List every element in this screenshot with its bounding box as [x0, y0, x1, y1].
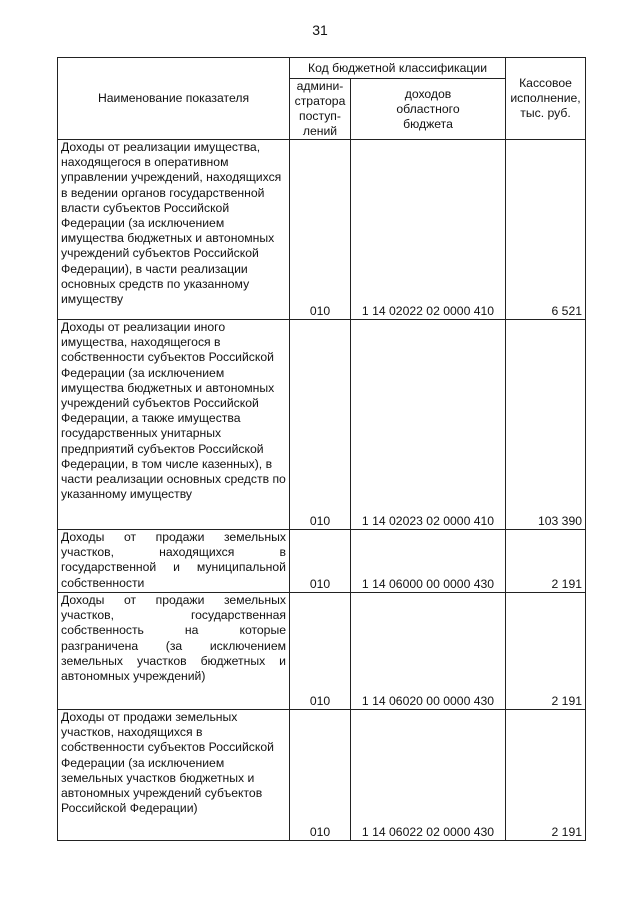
- table-header-row: [58, 58, 586, 79]
- page-number: 31: [312, 22, 328, 38]
- indicator-name-cell: Доходы от реализации имущества, находящегося в оперативном управлении учреждений, находящихся в ведении органов государственной власти субъектов Российской Федерации (за исключением имущества бюджетных и автономных учреждений субъектов Российской Федерации), в части реализации основных средств по указанному имуществу: [58, 140, 290, 320]
- header-revenue-administrator: админи- стратора поступ- лений: [290, 79, 351, 140]
- administrator-code-cell: 010: [290, 593, 351, 710]
- table-row: [58, 530, 586, 593]
- header-budget-classification-code: Код бюджетной классификации: [290, 58, 506, 79]
- amount-cell: 103 390: [506, 320, 586, 530]
- amount-cell: 2 191: [506, 593, 586, 710]
- budget-code-cell: 1 14 02023 02 0000 410: [351, 320, 506, 530]
- table-row: [58, 320, 586, 530]
- administrator-code-cell: 010: [290, 320, 351, 530]
- indicator-name-cell: Доходы от продажи земельных участков, находящихся в собственности субъектов Российской Федерации (за исключением земельных участков бюджетных и автономных учреждений субъектов Российской Федерации): [58, 710, 290, 841]
- amount-cell: 2 191: [506, 710, 586, 841]
- amount-cell: 2 191: [506, 530, 586, 593]
- table-row: [58, 593, 586, 710]
- header-regional-budget-revenue: доходов областного бюджета: [351, 79, 506, 140]
- indicator-name-cell: Доходы от продажи земельных участков, находящихся в государственной и муниципальной собственности: [58, 530, 290, 593]
- table-row: [58, 710, 586, 841]
- budget-code-cell: 1 14 06000 00 0000 430: [351, 530, 506, 593]
- budget-code-cell: 1 14 06020 00 0000 430: [351, 593, 506, 710]
- indicator-name-cell: Доходы от продажи земельных участков, государственная собственность на которые разграничена (за исключением земельных участков бюджетных и автономных учреждений): [58, 593, 290, 710]
- header-indicator-name: Наименование показателя: [58, 58, 290, 140]
- budget-code-cell: 1 14 02022 02 0000 410: [351, 140, 506, 320]
- header-cash-execution: Кассовое исполнение, тыс. руб.: [506, 58, 586, 140]
- budget-income-table: [57, 57, 586, 841]
- indicator-name-cell: Доходы от реализации иного имущества, находящегося в собственности субъектов Российской Федерации (за исключением имущества бюджетных и автономных учреждений субъектов Российской Федерации, а также имущества государственных унитарных предприятий субъектов Российской Федерации, в том числе казенных), в части реализации основных средств по указанному имуществу: [58, 320, 290, 530]
- amount-cell: 6 521: [506, 140, 586, 320]
- table-row: [58, 140, 586, 320]
- budget-code-cell: 1 14 06022 02 0000 430: [351, 710, 506, 841]
- administrator-code-cell: 010: [290, 530, 351, 593]
- administrator-code-cell: 010: [290, 710, 351, 841]
- administrator-code-cell: 010: [290, 140, 351, 320]
